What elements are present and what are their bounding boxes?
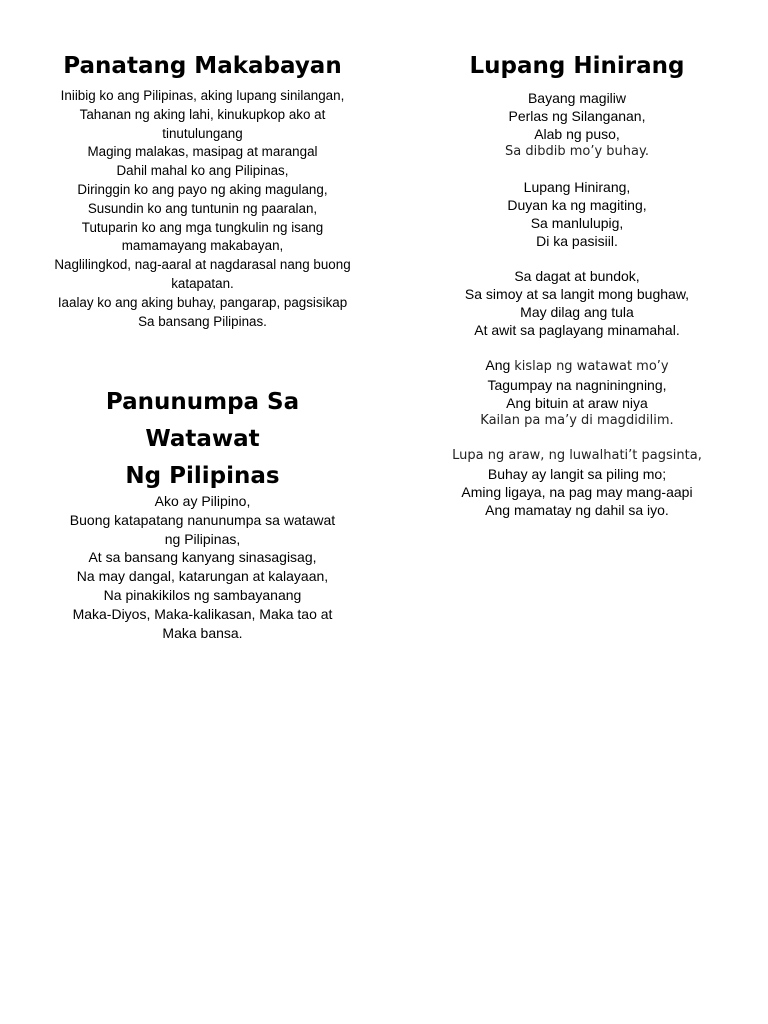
poem-line: Iniibig ko ang Pilipinas, aking lupang sinilangan, <box>60 88 345 103</box>
poem-line: Tagumpay na nagniningning, <box>487 377 667 393</box>
poem-line: Na pinakikilos ng sambayanang <box>103 586 302 603</box>
poem-line: Kailan pa ma’y di magdidilim. <box>480 413 674 428</box>
panunumpa-title-line: Watawat <box>145 426 260 452</box>
poem-line: Sa manlulupig, <box>530 215 624 231</box>
stanza-gap <box>416 250 738 267</box>
poem-line: tinutulungang <box>162 125 243 141</box>
panatang-makabayan-title: Panatang Makabayan <box>63 53 342 79</box>
lupang-hinirang-text <box>416 89 738 519</box>
poem-line: Naglilingkod, nag-aaral at nagdarasal nang buong <box>54 257 351 273</box>
poem-line: Sa dagat at bundok, <box>514 268 640 284</box>
poem-line-part: Ang <box>485 357 515 373</box>
poem-line: At awit sa paglayang minamahal. <box>474 322 680 338</box>
poem-line-part: kislap ng watawat mo’y <box>514 359 669 374</box>
panunumpa-title-line: Ng Pilipinas <box>125 463 280 489</box>
poem-line: Lupang Hinirang, <box>523 179 631 195</box>
poem-line: Aming ligaya, na pag may mang-aapi <box>461 484 693 500</box>
poem-line: Bayang magiliw <box>527 90 627 106</box>
poem-line: Buhay ay langit sa piling mo; <box>487 466 667 482</box>
panunumpa-title <box>40 384 365 495</box>
poem-line: Sa bansang Pilipinas. <box>138 313 267 329</box>
poem-line: katapatan. <box>171 275 234 291</box>
poem-line: Ang bituin at araw niya <box>506 395 648 411</box>
poem-line: Na may dangal, katarungan at kalayaan, <box>76 568 329 585</box>
poem-line: Buong katapatang nanunumpa sa watawat <box>69 511 336 528</box>
poem-line: Di ka pasisiil. <box>536 233 618 249</box>
poem-line: mamamayang makabayan, <box>121 238 284 254</box>
panunumpa-text <box>40 492 365 642</box>
poem-line: Tahanan ng aking lahi, kinukupkop ako at <box>79 106 326 122</box>
poem-line: Sa simoy at sa langit mong bughaw, <box>464 286 690 302</box>
poem-line: Duyan ka ng magiting, <box>507 197 647 213</box>
poem-line: Tutuparin ko ang mga tungkulin ng isang <box>81 219 324 235</box>
poem-line: ng Pilipinas, <box>164 530 241 547</box>
poem-line: Iaalay ko ang aking buhay, pangarap, pagsisikap <box>57 294 348 310</box>
stanza-gap <box>416 430 738 447</box>
poem-line: Ako ay Pilipino, <box>154 493 251 509</box>
poem-line: Perlas ng Silanganan, <box>508 108 646 124</box>
poem-line: Maka bansa. <box>162 624 243 641</box>
panunumpa-title-line: Panunumpa Sa <box>105 389 300 415</box>
poem-line: May dilag ang tula <box>520 304 634 320</box>
poem-line: Maka-Diyos, Maka-kalikasan, Maka tao at <box>72 605 333 622</box>
poem-line: Ang mamatay ng dahil sa iyo. <box>485 502 669 518</box>
poem-line: Maging malakas, masipag at marangal <box>87 144 318 160</box>
poem-line: Lupa ng araw, ng luwalhati’t pagsinta, <box>452 448 702 463</box>
poem-line: Susundin ko ang tuntunin ng paaralan, <box>87 200 318 216</box>
poem-line: Alab ng puso, <box>534 126 620 142</box>
stanza-gap <box>416 161 738 178</box>
lupang-hinirang-title: Lupang Hinirang <box>469 53 685 79</box>
poem-line <box>416 356 738 376</box>
panatang-makabayan-text <box>40 87 365 331</box>
poem-line: At sa bansang kanyang sinasagisag, <box>88 549 317 566</box>
poem-line: Diringgin ko ang payo ng aking magulang, <box>77 181 328 197</box>
poem-line: Sa dibdib mo’y buhay. <box>505 144 649 159</box>
stanza-gap <box>416 339 738 356</box>
poem-line: Dahil mahal ko ang Pilipinas, <box>116 163 289 179</box>
